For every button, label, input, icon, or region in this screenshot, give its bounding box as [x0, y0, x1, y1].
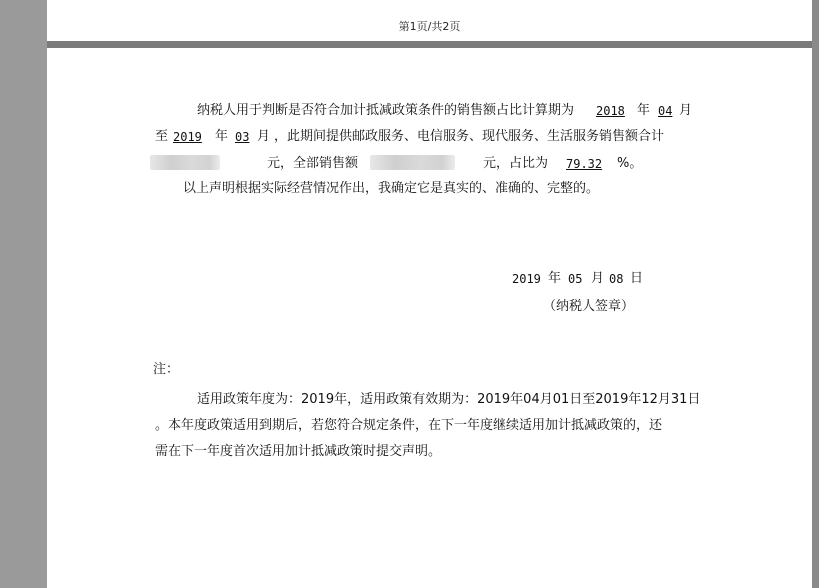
declaration-line2-suffix: ，此期间提供邮政服务、电信服务、现代服务、生活服务销售额合计: [274, 129, 665, 144]
sign-month: 05: [568, 272, 583, 286]
sign-year: 2019: [512, 272, 541, 286]
note-line2: 。本年度政策适用到期后，若您符合规定条件，在下一年度继续适用加计抵减政策的，还: [155, 418, 663, 433]
sign-year-char: 年: [548, 271, 562, 286]
year-char: 年: [215, 129, 229, 144]
page-1-bottom: [47, 0, 812, 41]
viewer-left-margin: [0, 0, 47, 588]
period-end-year: 2019: [173, 130, 202, 144]
year-char: 年: [637, 103, 651, 118]
declaration-line1-prefix: 纳税人用于判断是否符合加计抵减政策条件的销售额占比计算期为: [197, 103, 575, 118]
period-end-month: 03: [235, 130, 250, 144]
sign-month-char: 月: [591, 271, 605, 286]
sales-ratio-value: 79.32: [566, 157, 603, 171]
total-sales-redaction: [370, 155, 455, 170]
viewer-scrollbar-track[interactable]: [812, 0, 819, 588]
percent-sign: %。: [617, 156, 643, 171]
truthfulness-statement: 以上声明根据实际经营情况作出，我确定它是真实的、准确的、完整的。: [183, 181, 600, 196]
yuan-total-label: 元，全部销售额: [267, 156, 359, 171]
note-line1: 适用政策年度为：2019年，适用政策有效期为：2019年04月01日至2019年12月31日: [197, 392, 701, 407]
note-label: 注：: [153, 362, 180, 377]
month-char: 月: [679, 103, 693, 118]
to-char: 至: [155, 129, 169, 144]
page-separator: [47, 41, 812, 48]
yuan-ratio-label: 元，占比为: [483, 156, 549, 171]
sign-day: 08: [609, 272, 624, 286]
period-start-month: 04: [658, 104, 673, 118]
period-start-year: 2018: [596, 104, 625, 118]
month-char: 月: [257, 129, 271, 144]
page-indicator: 第1页/共2页: [398, 20, 461, 33]
sign-day-char: 日: [630, 271, 644, 286]
service-sales-redaction: [150, 155, 220, 170]
note-line3: 需在下一年度首次适用加计抵减政策时提交声明。: [155, 444, 442, 459]
taxpayer-seal-label: （纳税人签章）: [543, 299, 635, 314]
